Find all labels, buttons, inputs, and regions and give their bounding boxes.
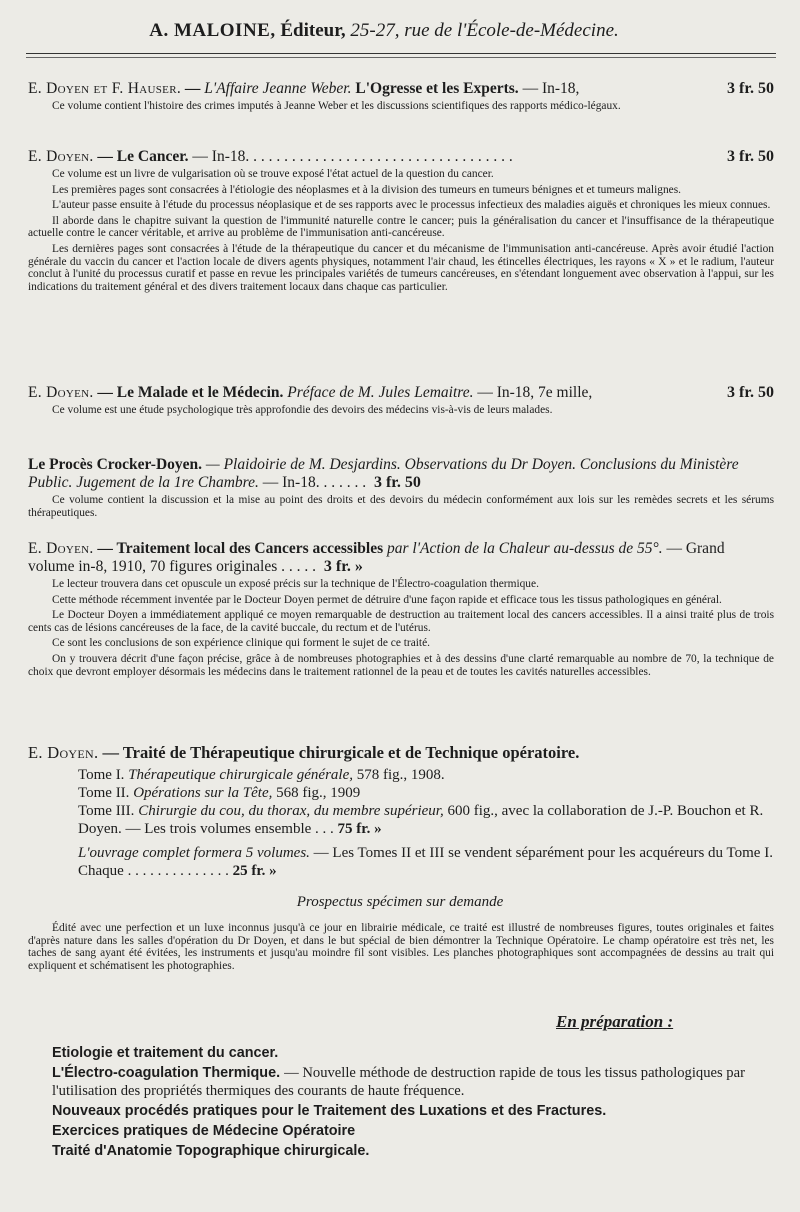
entry-le-cancer — [28, 148, 774, 293]
entry-author: E. Doyen et F. Hauser. — [28, 80, 182, 97]
publisher-role: Éditeur, — [280, 20, 346, 41]
entry-title — [28, 148, 774, 166]
entry-traite-therapeutique — [28, 744, 774, 880]
entry-description: Le Docteur Doyen a immédiatement appliqué ce moyen remarquable de destruction au traitement local des cancers accessibles. Il a ainsi traité plus de trois cents cas de lésions cancéreuses de la face, de la cavité buccale, du rectum et de l'utérus. — [28, 609, 774, 634]
list-item — [52, 1142, 776, 1160]
header-rule — [26, 53, 776, 54]
entry-author: E. Doyen. — [28, 148, 94, 165]
entry-description: Ce sont les conclusions de son expérience clinique qui forment le sujet de ce traité. — [52, 637, 430, 650]
entry-description: Ce volume contient l'histoire des crimes imputés à Jeanne Weber et les discussions scientifiques des rapports médico-légaux. — [52, 100, 621, 112]
entry-description: Le lecteur trouvera dans cet opuscule un exposé précis sur la technique de l'Électro-coagulation thermique. — [52, 578, 539, 590]
tome-list — [28, 766, 774, 880]
tome-title: Opérations sur la Tête, — [133, 785, 273, 801]
street-number: 25-27, — [350, 20, 400, 41]
tome-details: 568 fig., 1909 — [276, 785, 361, 801]
entry-price: 3 fr. » — [323, 558, 363, 575]
tome-label: Tome III. — [78, 803, 135, 819]
entry-description: Les dernières pages sont consacrées à l'étude de la thérapeutique du cancer et du mécanisme de l'immunisation anti-cancéreuse. Après avoir étudié l'action générale du vaccin du cancer et l'action locale de divers agents physiques, notamment l'air chaud, les étincelles électriques, les rayons « X » et le radium, l'auteur conclut à l'unité du processus curatif et passe en revue les principales variétés de tumeurs cancéreuses, en s'étendant longuement avec observation à l'appui, sur les indications du traitement général et des divers traitement locaux dans chaque cas particulier. — [28, 242, 774, 293]
list-item — [52, 1064, 776, 1100]
entry-title-italic: Préface de M. Jules Lemaitre. — [287, 384, 474, 401]
entry-title-italic: L'Affaire Jeanne Weber. — [204, 80, 352, 97]
list-item-title: Traité d'Anatomie Topographique chirurgicale. — [52, 1143, 370, 1159]
entry-description: L'auteur passe ensuite à l'étude du processus néoplasique et de ses rapports avec le processus infectieux des maladies aiguës et chroniques les mieux connues. — [52, 199, 771, 212]
tome-item — [78, 802, 774, 838]
complete-work-price: 25 fr. » — [232, 863, 277, 879]
publisher-name: A. MALOINE, — [149, 20, 276, 41]
entry-title — [28, 744, 774, 762]
tome-item — [78, 766, 774, 784]
complete-work-italic: L'ouvrage complet formera 5 volumes. — [78, 845, 310, 861]
list-item-title: Etiologie et traitement du cancer. — [52, 1045, 279, 1061]
tome-details: 600 fig., avec la collaboration de J.-P. Bouchon et R. Doyen. — Les trois volumes ensemble . . . — [78, 803, 764, 837]
entry-description: Il aborde dans le chapitre suivant la question de l'immunité naturelle contre le cancer; puis la généralisation du cancer et l'insuffisance de la thérapeutique actuelle contre le cancer véritable, et arrive au problème de l'immunisation anti-cancéreuse. — [28, 214, 774, 240]
entry-title-bold: — Traitement local des Cancers accessibles — [97, 540, 384, 557]
entry-price: 3 fr. 50 — [373, 474, 421, 491]
entry-description: Les premières pages sont consacrées à l'étiologie des néoplasmes et à la division des tumeurs en tumeurs bénignes et et tumeurs malignes. — [52, 183, 681, 196]
entry-description: Cette méthode récemment inventée par le Docteur Doyen permet de détruire d'une façon rapide et efficace tous les tissus pathologiques en général. — [52, 593, 722, 606]
street-name: rue de l'École-de-Médecine. — [404, 20, 619, 41]
entry-format: — In-18, 7e mille, — [477, 384, 593, 401]
entry-format: — In-18. . . . . . . — [262, 474, 367, 491]
tome-title: Thérapeutique chirurgicale générale, — [128, 767, 353, 783]
header-rule-thin — [26, 57, 776, 58]
entry-author: E. Doyen. — [28, 384, 94, 401]
preparation-list — [52, 1044, 776, 1162]
prospectus-note: Prospectus spécimen sur demande — [296, 894, 504, 910]
entry-affaire-weber — [28, 80, 774, 113]
complete-work-details: — Les Tomes II et III se vendent séparément pour les acquéreurs du Tome I. Chaque . . . . . . . . . . . . . . — [78, 845, 773, 879]
tome-label: Tome I. — [78, 767, 125, 783]
entry-traitement-local — [28, 540, 774, 678]
tome-label: Tome II. — [78, 785, 130, 801]
entry-description: Ce volume contient la discussion et la mise au point des droits et des devoirs du médecin conformément aux lois sur les remèdes secrets et les sérums thérapeutiques. — [28, 494, 774, 519]
preparation-heading: En préparation : — [556, 1012, 674, 1031]
list-item — [52, 1044, 776, 1062]
list-item — [52, 1122, 776, 1140]
entry-price: 3 fr. 50 — [727, 148, 774, 165]
entry-title-bold: — Traité de Thérapeutique chirurgicale et de Technique opératoire. — [102, 743, 580, 762]
entry-title — [28, 456, 774, 492]
entry-price: 3 fr. 50 — [727, 80, 774, 97]
entry-description: On y trouvera décrit d'une façon précise, grâce à de nombreuses photographies et à des dessins d'une clarté remarquable au nombre de 70, la technique de choix que devront employer désormais les médecins dans le traitement rationnel de la peau et de toutes les cavités naturelles accessibles. — [28, 652, 774, 678]
publisher-header — [104, 20, 664, 42]
entry-title-bold: L'Ogresse et les Experts. — [355, 80, 519, 97]
tome-item — [78, 784, 774, 802]
complete-work-note — [78, 844, 774, 880]
entry-format: — In-18. . . . . . . . . . . . . . . . . . . . . . . . . . . . . . . . . . . — [192, 148, 513, 165]
list-item-details: — Nouvelle méthode de destruction rapide de tous les tissus pathologiques par l'utilisation des propriétés thermiques des courants de haute fréquence. — [52, 1065, 745, 1099]
list-item-title: Exercices pratiques de Médecine Opératoire — [52, 1123, 356, 1139]
traite-description — [28, 920, 774, 972]
entry-title — [28, 384, 774, 402]
entry-malade-medecin — [28, 384, 774, 417]
tome-price: 75 fr. » — [337, 821, 382, 837]
entry-title-italic: — Plaidoirie de M. Desjardins. Observations du Dr Doyen. Conclusions du Ministère Public. Jugement de la 1re Chambre. — [28, 456, 739, 491]
entry-format: — Grand volume in-8, 1910, 70 figures originales . . . . . — [28, 540, 725, 575]
tome-title: Chirurgie du cou, du thorax, du membre supérieur, — [138, 803, 444, 819]
entry-author: E. Doyen. — [28, 540, 94, 557]
entry-title — [28, 540, 774, 576]
entry-title-italic: par l'Action de la Chaleur au-dessus de 55°. — [387, 540, 663, 557]
entry-author: E. Doyen. — [28, 743, 99, 762]
entry-description: Édité avec une perfection et un luxe inconnus jusqu'à ce jour en librairie médicale, ce traité est illustré de nombreuses figures, toutes originales et faites d'après nature dans les salles d'opération du Dr Doyen, et dans le but spécial de bien démontrer la Technique Opératoire. Le champ opératoire est très net, les taches de sang ayant été évitées, les instruments et jusqu'au moindre fil sont visibles. Les planches photographiques sont accompagnées de dessins au trait qui expliquent et schématisent les photographies. — [28, 922, 774, 972]
list-item-title: Nouveaux procédés pratiques pour le Traitement des Luxations et des Fractures. — [52, 1103, 607, 1119]
entry-format: — In-18, — [522, 80, 580, 97]
entry-proces-crocker — [28, 456, 774, 519]
tome-details: 578 fig., 1908. — [356, 767, 445, 783]
entry-description: Ce volume est une étude psychologique très approfondie des devoirs des médecins vis-à-vis de leurs malades. — [52, 404, 553, 416]
entry-description: Ce volume est un livre de vulgarisation où se trouve exposé l'état actuel de la question du cancer. — [52, 168, 494, 180]
entry-title-bold: — Le Malade et le Médecin. — [97, 384, 284, 401]
entry-title-bold: Le Procès Crocker-Doyen. — [28, 456, 203, 473]
list-item — [52, 1102, 776, 1120]
entry-title: 3 fr. 50 E. Doyen et F. Hauser. — L'Affaire Jeanne Weber. L'Ogresse et les Experts. — In-18, — [28, 80, 774, 97]
entry-price: 3 fr. 50 — [727, 384, 774, 401]
entry-title-bold: — Le Cancer. — [97, 148, 189, 165]
list-item-title: L'Électro-coagulation Thermique. — [52, 1065, 281, 1081]
